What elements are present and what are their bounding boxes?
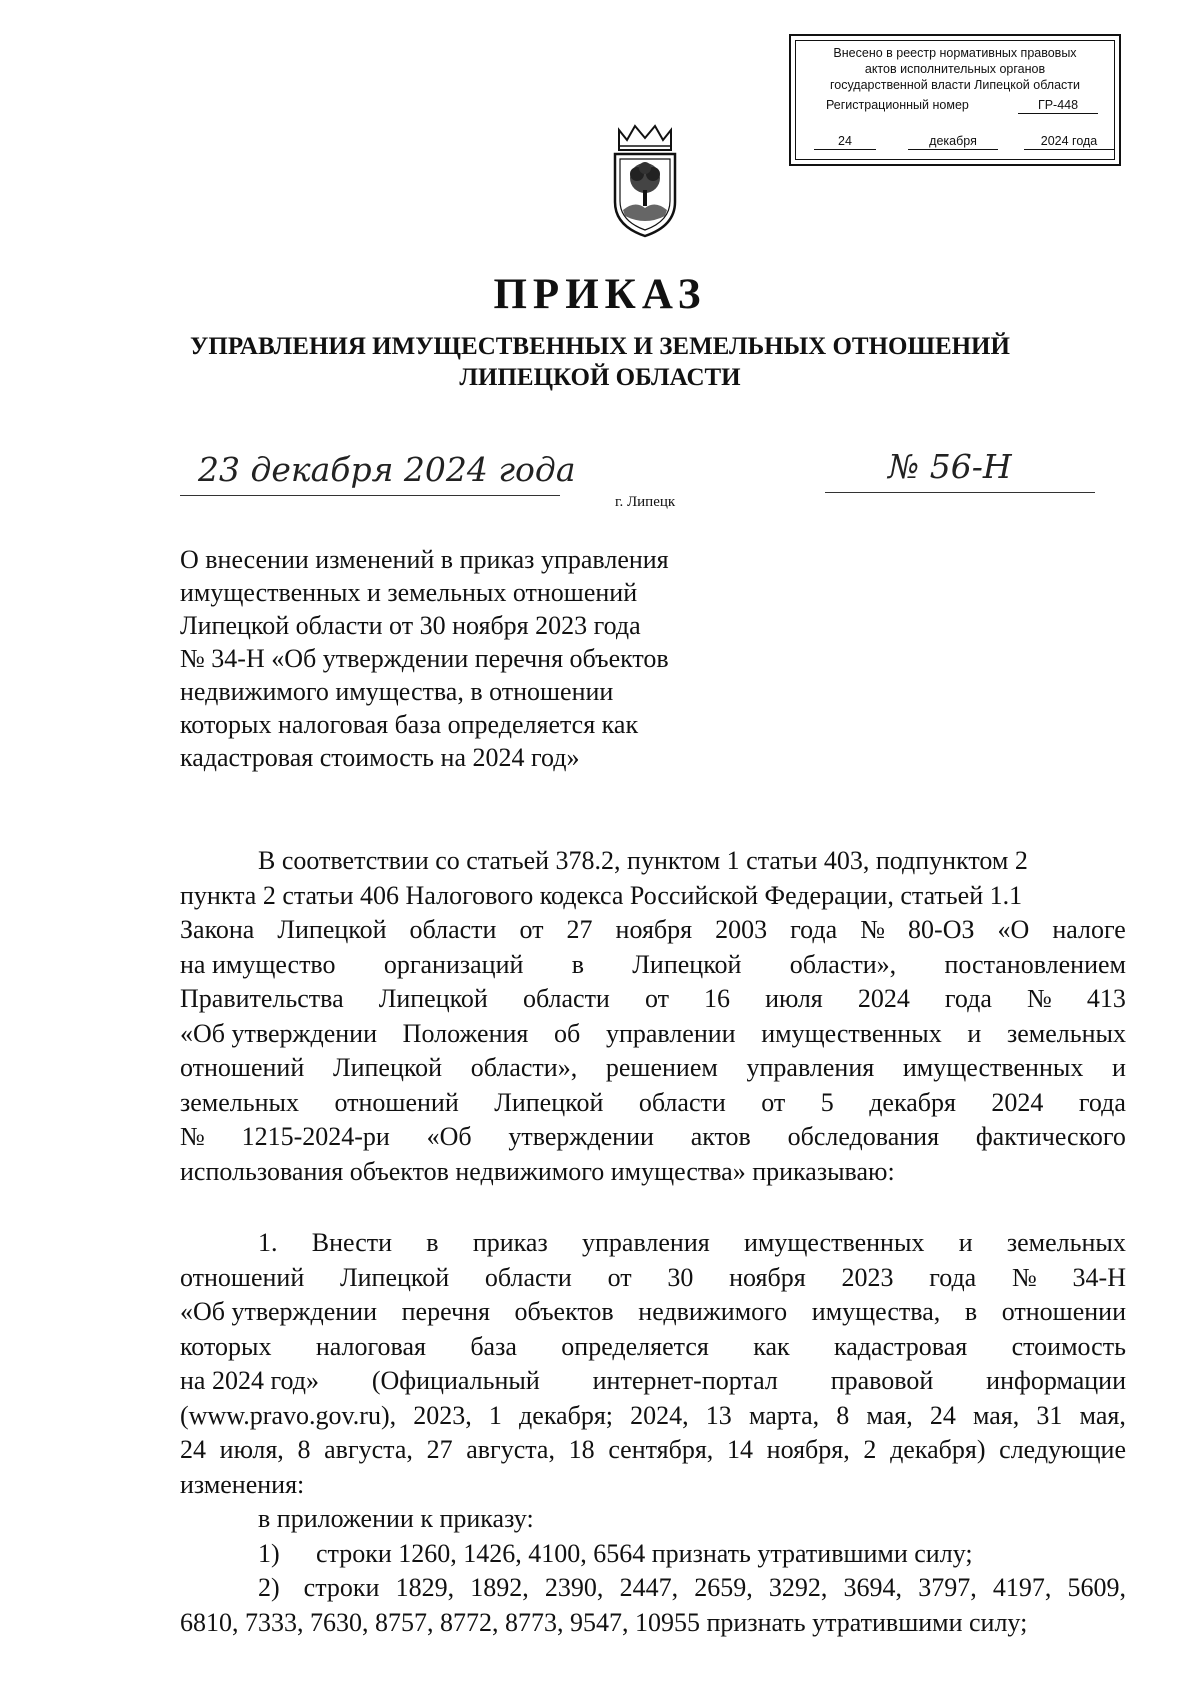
word: мая, bbox=[972, 1400, 1020, 1430]
word: 413 bbox=[1086, 984, 1126, 1013]
item-1-line: изменения: bbox=[180, 1469, 305, 1499]
word: Липецкой bbox=[277, 915, 387, 944]
word: приказ bbox=[472, 1228, 548, 1257]
word: 1. bbox=[258, 1228, 278, 1257]
sub-item-1 bbox=[180, 1537, 1126, 1572]
city-label: г. Липецк bbox=[615, 494, 676, 510]
word: 2447, bbox=[619, 1573, 679, 1602]
word: 30 bbox=[667, 1262, 694, 1292]
word: Липецкой bbox=[340, 1262, 450, 1292]
handwritten-number: № 56-Н bbox=[888, 447, 1012, 486]
sub-item-2-number: 2) bbox=[258, 1573, 280, 1602]
word: Липецкой bbox=[332, 1053, 443, 1082]
subject-line: кадастровая стоимость на 2024 год» bbox=[180, 743, 580, 772]
word: Закона bbox=[180, 915, 255, 944]
preamble-line bbox=[180, 982, 1126, 1017]
word: 3797, bbox=[918, 1573, 977, 1602]
preamble-line bbox=[180, 1017, 1126, 1052]
word: 18 bbox=[568, 1435, 595, 1464]
word: года bbox=[790, 915, 838, 944]
word: 2024, bbox=[630, 1400, 689, 1430]
subject-line: имущественных и земельных отношений bbox=[180, 578, 638, 607]
word: отношений bbox=[180, 1262, 305, 1292]
word: области bbox=[409, 915, 497, 944]
word: 1829, bbox=[395, 1573, 455, 1602]
word: области», bbox=[789, 949, 897, 979]
organization-line-2: ЛИПЕЦКОЙ ОБЛАСТИ bbox=[459, 364, 741, 391]
word: организаций bbox=[383, 949, 524, 979]
word: 34-Н bbox=[1072, 1262, 1126, 1292]
word: от bbox=[761, 1087, 786, 1117]
word: марта, bbox=[748, 1400, 820, 1430]
word: и bbox=[967, 1018, 982, 1048]
word: сентября, bbox=[608, 1435, 714, 1464]
word: и bbox=[1112, 1053, 1126, 1082]
word: 2659, bbox=[694, 1573, 753, 1602]
word: 2023 bbox=[841, 1262, 894, 1292]
word: июля bbox=[765, 984, 823, 1013]
word: земельных bbox=[1006, 1228, 1126, 1257]
document-subject bbox=[180, 543, 740, 774]
word: «О bbox=[997, 915, 1030, 944]
word: Положения bbox=[402, 1018, 529, 1048]
word: области», bbox=[470, 1053, 578, 1082]
word: июля, bbox=[219, 1435, 284, 1464]
word: утверждении bbox=[508, 1122, 654, 1151]
word: Липецкой bbox=[632, 949, 742, 979]
stamp-reg-label: Регистрационный номер bbox=[826, 98, 969, 112]
item-1-paragraph bbox=[180, 1226, 1126, 1640]
sub-item-1-number: 1) bbox=[258, 1538, 280, 1568]
word: года bbox=[929, 1262, 977, 1292]
item-1-line bbox=[180, 1433, 1126, 1468]
word: в bbox=[964, 1297, 978, 1326]
word: на имущество bbox=[180, 949, 336, 979]
word: правовой bbox=[830, 1366, 934, 1395]
word: «Об bbox=[426, 1122, 472, 1151]
word: обследования bbox=[787, 1122, 940, 1151]
word: постановлением bbox=[944, 949, 1126, 979]
word: 27 bbox=[566, 915, 593, 944]
word: стоимость bbox=[1011, 1331, 1126, 1361]
word: 2024 bbox=[857, 984, 910, 1013]
word: информации bbox=[986, 1366, 1126, 1395]
word: база bbox=[470, 1331, 517, 1361]
word: объектов bbox=[514, 1297, 614, 1326]
item-1-line bbox=[180, 1261, 1126, 1296]
stamp-line-2: актов исполнительных органов bbox=[864, 62, 1046, 76]
word: № bbox=[1027, 984, 1052, 1013]
sub-item-2-line-1 bbox=[180, 1571, 1126, 1606]
word: определяется bbox=[561, 1331, 709, 1361]
word: (Официальный bbox=[371, 1366, 540, 1395]
word: 2024 bbox=[991, 1087, 1044, 1117]
word: № bbox=[1011, 1262, 1037, 1292]
subject-line: О внесении изменений в приказ управления bbox=[180, 545, 669, 574]
item-1-line bbox=[180, 1364, 1126, 1399]
word: ноября, bbox=[766, 1435, 850, 1464]
word: 80-ОЗ bbox=[908, 915, 975, 944]
item-1-line bbox=[180, 1399, 1126, 1434]
subject-line: № 34-Н «Об утверждении перечня объектов bbox=[180, 644, 669, 673]
word: 2390, bbox=[544, 1573, 604, 1602]
word: налоге bbox=[1052, 915, 1126, 944]
word: 8 bbox=[836, 1400, 850, 1430]
preamble-line bbox=[180, 1120, 1126, 1155]
word: 3694, bbox=[843, 1573, 903, 1602]
word: августа, bbox=[324, 1435, 413, 1464]
word: 1892, bbox=[470, 1573, 529, 1602]
word: 4197, bbox=[992, 1573, 1052, 1602]
subject-line: недвижимого имущества, в отношении bbox=[180, 677, 614, 706]
word: Внести bbox=[311, 1228, 393, 1257]
preamble-line bbox=[180, 948, 1126, 983]
preamble-line: пункта 2 статьи 406 Налогового кодекса Российской Федерации, статьей 1.1 bbox=[180, 880, 1023, 910]
word: Липецкой bbox=[494, 1087, 604, 1117]
word: 16 bbox=[704, 984, 731, 1013]
registry-stamp-inner-frame bbox=[795, 40, 1115, 160]
word: от bbox=[644, 984, 669, 1013]
word: августа, bbox=[466, 1435, 555, 1464]
word: решением bbox=[605, 1053, 718, 1082]
word: на 2024 год» bbox=[180, 1366, 319, 1395]
word: об bbox=[554, 1018, 581, 1048]
word: ноября bbox=[615, 915, 693, 944]
word: декабря) bbox=[890, 1435, 986, 1464]
registry-stamp bbox=[789, 34, 1121, 166]
stamp-line-3: государственной власти Липецкой области bbox=[829, 78, 1081, 92]
lipetsk-coat-of-arms-icon bbox=[605, 122, 685, 242]
item-1-line bbox=[180, 1226, 1126, 1261]
word: 1 bbox=[488, 1400, 502, 1430]
word: 3292, bbox=[768, 1573, 828, 1602]
item-1-line bbox=[180, 1330, 1126, 1365]
word: 24 bbox=[180, 1435, 206, 1464]
number-underline bbox=[825, 492, 1095, 493]
word: в bbox=[571, 949, 584, 979]
word: и bbox=[958, 1228, 973, 1257]
word: от bbox=[607, 1262, 632, 1292]
word: налоговая bbox=[315, 1331, 426, 1361]
word: недвижимого bbox=[638, 1297, 788, 1326]
word: имущественных bbox=[761, 1018, 942, 1048]
word: строки bbox=[303, 1573, 380, 1602]
word: отношений bbox=[180, 1053, 305, 1082]
word: отношений bbox=[334, 1087, 459, 1117]
word: «Об утверждении bbox=[180, 1018, 378, 1048]
preamble-line: В соответствии со статьей 378.2, пунктом 1 статьи 403, подпунктом 2 bbox=[258, 846, 1028, 875]
word: 5 bbox=[820, 1087, 834, 1117]
word: как bbox=[753, 1331, 790, 1361]
word: интернет-портал bbox=[592, 1366, 778, 1395]
word: фактического bbox=[975, 1122, 1126, 1151]
word: следующие bbox=[999, 1435, 1126, 1464]
handwritten-date: 23 декабря 2024 года bbox=[198, 450, 576, 489]
word: 1215-2024-ри bbox=[241, 1122, 390, 1151]
word: 24 bbox=[929, 1400, 956, 1430]
word: Липецкой bbox=[378, 984, 488, 1013]
word: области bbox=[638, 1087, 726, 1117]
word: управления bbox=[582, 1228, 710, 1257]
word: Правительства bbox=[180, 984, 344, 1013]
stamp-month: декабря bbox=[908, 134, 998, 150]
word: 2003 bbox=[715, 915, 768, 944]
word: имущества, bbox=[811, 1297, 941, 1326]
word: № bbox=[180, 1122, 205, 1151]
word: управлении bbox=[605, 1018, 736, 1048]
word: кадастровая bbox=[834, 1331, 968, 1361]
word: в bbox=[426, 1228, 439, 1257]
word: земельных bbox=[180, 1087, 300, 1117]
preamble-line: использования объектов недвижимого имущества» приказываю: bbox=[180, 1156, 895, 1186]
subject-line: которых налоговая база определяется как bbox=[180, 710, 639, 739]
preamble-paragraph bbox=[180, 844, 1126, 1189]
word: 13 bbox=[705, 1400, 732, 1430]
preamble-line bbox=[180, 913, 1126, 948]
document-title: ПРИКАЗ bbox=[493, 271, 707, 318]
word: 27 bbox=[426, 1435, 453, 1464]
word: которых bbox=[180, 1331, 272, 1361]
word: земельных bbox=[1006, 1018, 1126, 1048]
organization-line-1: УПРАВЛЕНИЯ ИМУЩЕСТВЕННЫХ И ЗЕМЕЛЬНЫХ ОТНОШЕНИЙ bbox=[190, 333, 1010, 360]
word: актов bbox=[690, 1122, 751, 1151]
word: управления bbox=[746, 1053, 875, 1082]
word: декабря bbox=[869, 1087, 956, 1117]
word: 2 bbox=[863, 1435, 877, 1464]
stamp-day: 24 bbox=[814, 134, 876, 150]
stamp-year: 2024 года bbox=[1024, 134, 1114, 150]
word: перечня bbox=[401, 1297, 490, 1326]
word: отношении bbox=[1001, 1297, 1126, 1326]
word: ноября bbox=[729, 1262, 806, 1292]
sub-item-2-line-2: 6810, 7333, 7630, 8757, 8772, 8773, 9547, 10955 признать утратившими силу; bbox=[180, 1607, 1028, 1637]
word: области bbox=[484, 1262, 572, 1292]
word: имущественных bbox=[743, 1228, 925, 1257]
stamp-line-1: Внесено в реестр нормативных правовых bbox=[833, 46, 1077, 60]
word: 8 bbox=[297, 1435, 311, 1464]
word: от bbox=[519, 915, 544, 944]
word: 2023, bbox=[413, 1400, 472, 1430]
item-1-line bbox=[180, 1295, 1126, 1330]
sub-item-1-text: строки 1260, 1426, 4100, 6564 признать утратившими силу; bbox=[316, 1538, 973, 1568]
word: мая, bbox=[1079, 1400, 1126, 1430]
sub-item-2-words bbox=[304, 1571, 1126, 1606]
word: 14 bbox=[726, 1435, 753, 1464]
subject-line: Липецкой области от 30 ноября 2023 года bbox=[180, 611, 641, 640]
word: имущественных bbox=[902, 1053, 1084, 1082]
preamble-line bbox=[180, 1051, 1126, 1086]
word: мая, bbox=[866, 1400, 913, 1430]
preamble-line bbox=[180, 1086, 1126, 1121]
word: «Об утверждении bbox=[180, 1297, 378, 1326]
date-underline bbox=[180, 495, 560, 496]
word: области bbox=[522, 984, 610, 1013]
stamp-reg-number: ГР-448 bbox=[1018, 98, 1098, 114]
word: 31 bbox=[1036, 1400, 1063, 1430]
word: года bbox=[1078, 1087, 1126, 1117]
word: декабря; bbox=[519, 1400, 614, 1430]
appendix-intro: в приложении к приказу: bbox=[258, 1504, 534, 1533]
word: года bbox=[944, 984, 992, 1013]
word: 5609, bbox=[1067, 1573, 1126, 1602]
word: № bbox=[860, 915, 886, 944]
word: (www.pravo.gov.ru), bbox=[180, 1400, 397, 1430]
